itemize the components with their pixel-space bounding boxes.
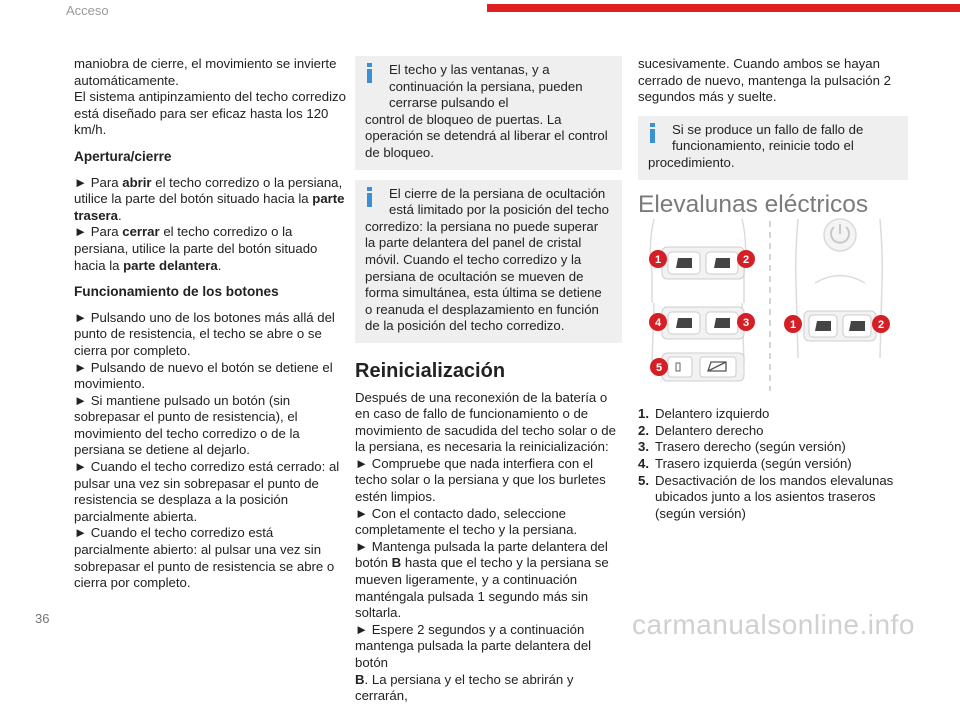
window-switches-illustration <box>640 213 900 393</box>
svg-text:2: 2 <box>877 319 885 331</box>
page-number: 36 <box>35 611 50 626</box>
heading-apertura-cierre: Apertura/cierre <box>74 148 172 164</box>
svg-text:1: 1 <box>789 319 797 331</box>
paragraph: El sistema antipinzamiento del techo corredizo está diseñado para ser eficaz hasta los 120 km/h. <box>74 89 346 138</box>
instruction-item: B. La persiana y el techo se abrirán y cerrarán, <box>355 671 574 704</box>
instruction-item: ► Cuando el techo corredizo está parcialmente abierto: al pulsar una vez sin sobrepasar el punto de resistencia se abre o cierra por completo. <box>74 525 335 591</box>
svg-text:1: 1 <box>654 254 662 266</box>
svg-text:4: 4 <box>654 317 662 329</box>
info-icon <box>650 123 655 143</box>
section-title: Acceso <box>66 3 109 18</box>
header-accent-bar <box>487 4 960 12</box>
numbered-list <box>638 406 908 522</box>
list-item: 2. Delantero derecho <box>638 422 764 438</box>
info-icon <box>367 187 372 207</box>
instruction-item: ► Con el contacto dado, seleccione completamente el techo y la persiana. <box>355 505 578 538</box>
instruction-item: ► Compruebe que nada interfiera con el techo solar o la persiana y que los burletes estén limpios. <box>355 455 606 505</box>
column-middle <box>355 56 622 705</box>
heading-funcionamiento: Funcionamiento de los botones <box>74 284 279 300</box>
instruction-item: ► Cuando el techo corredizo está cerrado: al pulsar una vez sin sobrepasar el punto de resistencia se desplaza a la posición parcialmente abierta. <box>74 459 340 524</box>
paragraph: sucesivamente. Cuando ambos se hayan cerrado de nuevo, mantenga la pulsación 2 segundos más y suelte. <box>638 56 891 105</box>
paragraph: maniobra de cierre, el movimiento se invierte automáticamente. <box>74 56 337 88</box>
info-note: El cierre de la persiana de ocultación está limitado por la posición del techo corredizo: la persiana no puede superar la parte delantera del panel de cristal móvil. Cuando el techo corredizo y la persiana de ocultación se mueven de forma simultánea, esta última se detiene o reanuda el desplazamiento en función de la posición del techo corredizo. <box>355 180 622 343</box>
svg-text:3: 3 <box>742 317 750 329</box>
instruction-item: ► Espere 2 segundos y a continuación mantenga pulsada la parte delantera del botón <box>355 621 592 670</box>
instruction-open: ► Para abrir el techo corredizo o la persiana, utilice la parte del botón situado hacia la parte trasera. <box>74 174 345 223</box>
svg-text:5: 5 <box>655 362 663 374</box>
info-icon <box>367 63 372 83</box>
heading-reinicializacion: Reinicialización <box>355 359 506 382</box>
column-left <box>74 56 346 592</box>
svg-text:2: 2 <box>742 254 750 266</box>
watermark: carmanualsonline.info <box>632 609 915 640</box>
instruction-item: ► Mantenga pulsada la parte delantera del botón B hasta que el techo y la persiana se mueven ligeramente, y a continuación manténgala pulsada 1 segundo más sin soltarla. <box>355 538 609 621</box>
list-item: 5. Desactivación de los mandos elevalunas ubicados junto a los asientos traseros (según versión) <box>638 472 894 521</box>
list-item: 3. Trasero derecho (según versión) <box>638 439 846 455</box>
instruction-item: ► Pulsando de nuevo el botón se detiene el movimiento. <box>74 359 333 392</box>
info-note: El techo y las ventanas, y a continuación la persiana, pueden cerrarse pulsando el control de bloqueo de puertas. La operación se detendrá al liberar el control de bloqueo. <box>355 56 622 170</box>
list-item: 1. Delantero izquierdo <box>638 406 770 422</box>
paragraph: Después de una reconexión de la batería o en caso de fallo de funcionamiento o de movimiento de sacudida del techo solar o de la persiana, es necesaria la reinicialización: <box>355 389 616 455</box>
instruction-close: ► Para cerrar el techo corredizo o la persiana, utilice la parte del botón situado hacia la parte delantera. <box>74 224 318 273</box>
instruction-item: ► Pulsando uno de los botones más allá del punto de resistencia, el techo se abre o se cierra por completo. <box>74 309 335 358</box>
instruction-item: ► Si mantiene pulsado un botón (sin sobrepasar el punto de resistencia), el movimiento del techo corredizo o de la persiana se detiene al dejarlo. <box>74 392 300 458</box>
info-note: Si se produce un fallo de fallo de funcionamiento, reinicie todo el procedimiento. <box>638 116 908 180</box>
heading-elevalunas: Elevalunas eléctricos <box>638 190 869 218</box>
list-item: 4. Trasero izquierda (según versión) <box>638 455 852 471</box>
